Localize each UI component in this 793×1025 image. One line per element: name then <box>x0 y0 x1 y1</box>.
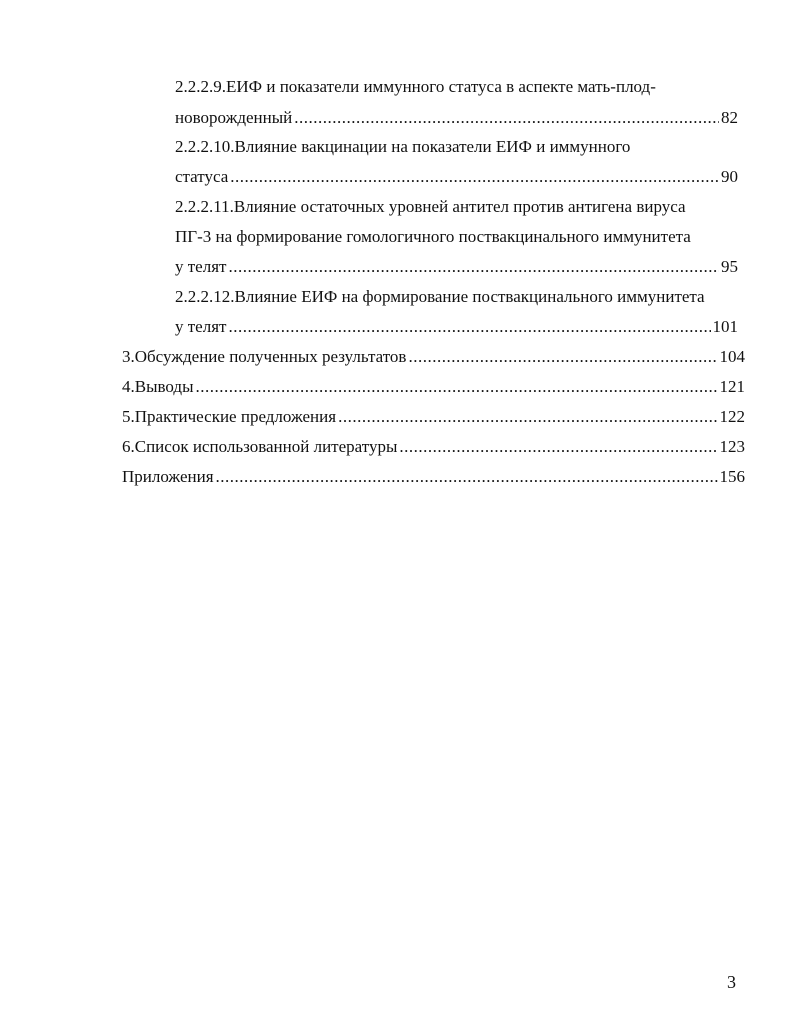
toc-entry-2-2-2-11-line2: ПГ-3 на формирование гомологичного поствакцинального иммунитета <box>175 227 691 246</box>
toc-entry-text: 3.Обсуждение полученных результатов <box>122 347 407 366</box>
dot-leader <box>338 407 717 427</box>
toc-entry-2-2-2-9 <box>175 108 738 128</box>
toc-entry-2-2-2-11 <box>175 257 738 277</box>
toc-entry-2-2-2-9-line1: 2.2.2.9.ЕИФ и показатели иммунного статуса в аспекте мать-плод- <box>175 77 656 96</box>
toc-entry-appendices <box>122 467 745 487</box>
toc-page-number: 121 <box>719 377 745 396</box>
dot-leader <box>230 167 719 187</box>
toc-page-number: 95 <box>721 257 738 276</box>
dot-leader <box>216 467 718 487</box>
toc-entry-text: 6.Список использованной литературы <box>122 437 398 456</box>
dot-leader <box>408 347 717 367</box>
toc-entry-section-4 <box>122 377 745 397</box>
toc-entry-2-2-2-10 <box>175 167 738 187</box>
toc-entry-text: у телят <box>175 317 227 336</box>
toc-page-number: 122 <box>719 407 745 426</box>
toc-entry-text: Приложения <box>122 467 214 486</box>
toc-page-number: 101 <box>712 317 738 336</box>
dot-leader <box>294 108 719 128</box>
dot-leader <box>399 437 717 457</box>
toc-page-number: 82 <box>721 108 738 127</box>
toc-entry-text: новорожденный <box>175 108 293 127</box>
toc-entry-text: у телят <box>175 257 227 276</box>
toc-entry-2-2-2-10-line1: 2.2.2.10.Влияние вакцинации на показатели ЕИФ и иммунного <box>175 137 631 156</box>
dot-leader <box>228 317 710 337</box>
toc-entry-2-2-2-11-line1: 2.2.2.11.Влияние остаточных уровней антител против антигена вируса <box>175 197 686 216</box>
toc-page-number: 104 <box>719 347 745 366</box>
toc-entry-text: статуса <box>175 167 229 186</box>
dot-leader <box>228 257 719 277</box>
toc-entry-text: 5.Практические предложения <box>122 407 337 426</box>
toc-entry-2-2-2-12 <box>175 317 738 337</box>
page-number: 3 <box>727 972 736 992</box>
toc-entry-section-6 <box>122 437 745 457</box>
toc-entry-section-5 <box>122 407 745 427</box>
dot-leader <box>196 377 718 397</box>
toc-page-number: 156 <box>719 467 745 486</box>
toc-page-number: 90 <box>721 167 738 186</box>
toc-entry-text: 4.Выводы <box>122 377 194 396</box>
toc-page-number: 123 <box>719 437 745 456</box>
toc-entry-2-2-2-12-line1: 2.2.2.12.Влияние ЕИФ на формирование поствакцинального иммунитета <box>175 287 705 306</box>
toc-entry-section-3 <box>122 347 745 367</box>
